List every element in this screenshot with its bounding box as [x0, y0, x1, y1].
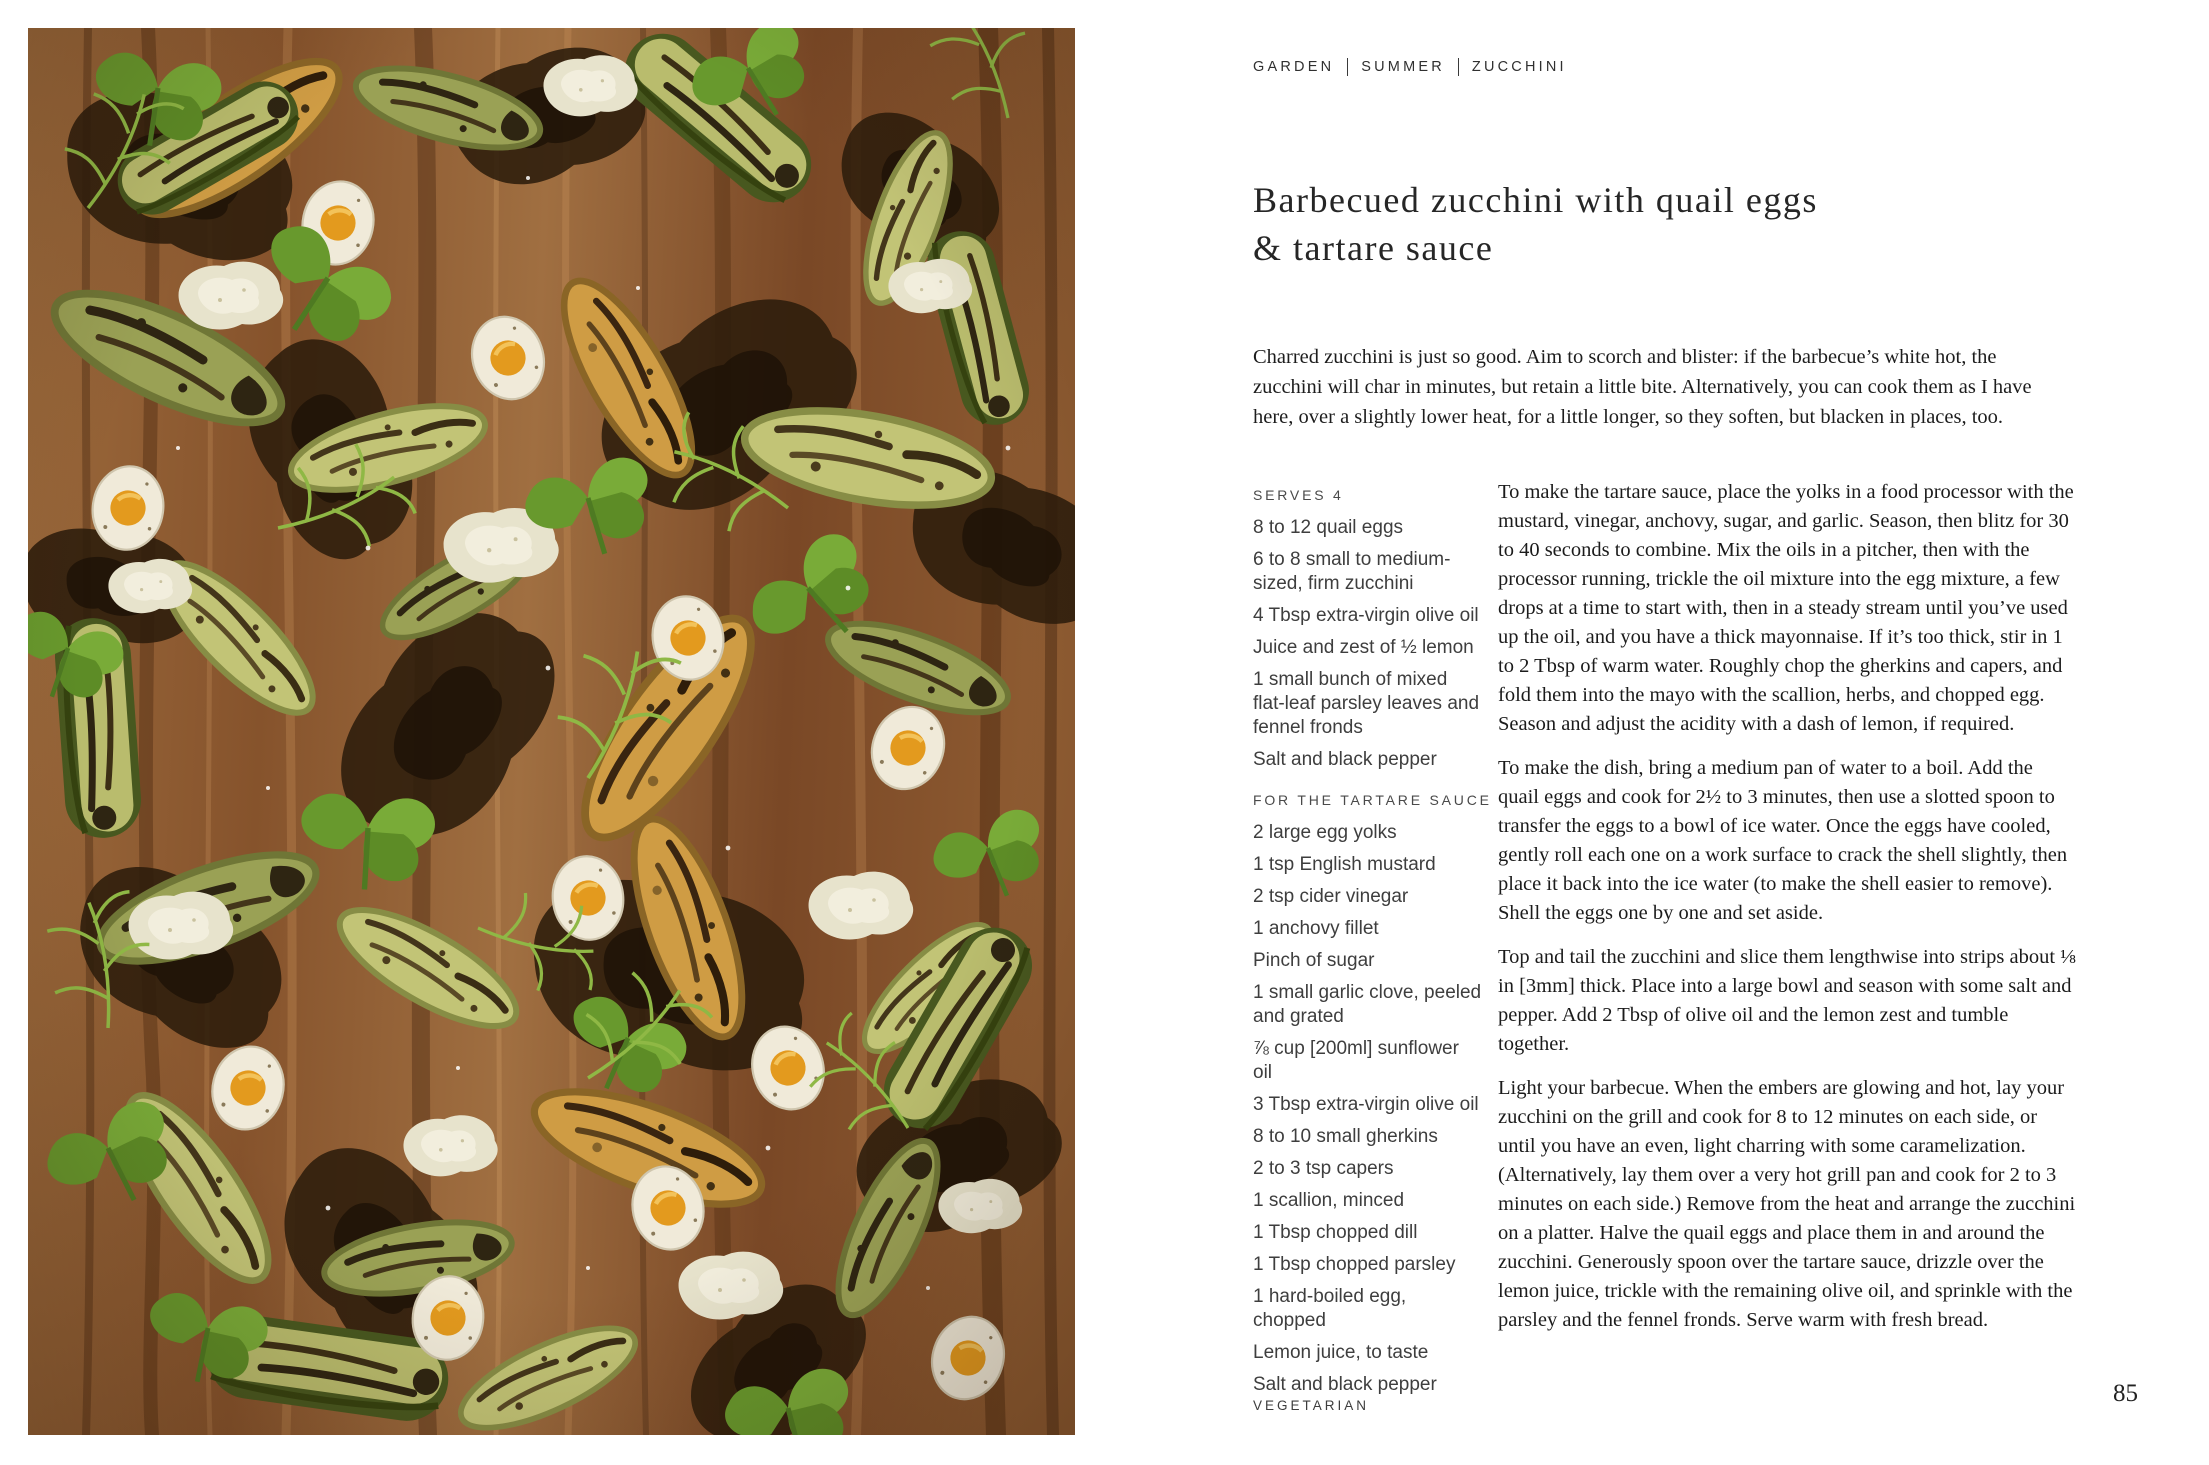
recipe-intro: Charred zucchini is just so good. Aim to scorch and blister: if the barbecue’s white hot, the zucchini will char in minutes, but retain a little bite. Alternatively, you can cook them as I have here, over a slightly lower heat, for a little longer, so they soften, but blacken in places, too.	[1253, 346, 2032, 428]
recipe-title-line2: & tartare sauce	[1253, 228, 1494, 268]
ingredient-item: 8 to 10 small gherkins	[1253, 1126, 1438, 1147]
ingredient-item: 4 Tbsp extra-virgin olive oil	[1253, 605, 1479, 626]
method-paragraph: To make the tartare sauce, place the yolks in a food processor with the mustard, vinegar, anchovy, sugar, and garlic. Season, then blitz for 30 to 40 seconds to combine. Mix the oils in a pitcher, then with the processor running, trickle the oil mixture into the egg mixture, a few drops at a time to start with, then in a steady stream until you’ve used up the oil, and you have a thick mayonnaise. If it’s too thick, stir in 1 to 2 Tbsp of warm water. Roughly chop the gherkins and capers, and fold them into the mayo with the scallion, herbs, and chopped egg. Season and adjust the acidity with a dash of lemon, if required.	[1498, 481, 2074, 735]
ingredient-item: 2 large egg yolks	[1253, 822, 1397, 843]
ingredient-item: Lemon juice, to taste	[1253, 1342, 1429, 1363]
recipe-title	[1253, 176, 1818, 272]
ingredient-item: Pinch of sugar	[1253, 950, 1375, 971]
ingredient-item: 1 Tbsp chopped dill	[1253, 1222, 1418, 1243]
ingredient-item: 1 small garlic clove, peeled and grated	[1253, 982, 1482, 1027]
ingredient-item: 2 to 3 tsp capers	[1253, 1158, 1394, 1179]
recipe-photo	[28, 28, 1075, 1435]
ingredient-item: 1 Tbsp chopped parsley	[1253, 1254, 1456, 1275]
breadcrumb-divider	[1347, 58, 1348, 76]
ingredient-item: 1 anchovy fillet	[1253, 918, 1379, 939]
page-number: 85	[2113, 1380, 2138, 1407]
recipe-title-line1: Barbecued zucchini with quail eggs	[1253, 180, 1818, 220]
ingredient-item: Juice and zest of ½ lemon	[1253, 637, 1474, 658]
serves-header: SERVES 4	[1253, 487, 1344, 503]
recipe-page	[1253, 0, 2138, 1465]
method-paragraph: Top and tail the zucchini and slice them lengthwise into strips about ⅛ in [3mm] thick. Place into a large bowl and season with some salt and pepper. Add 2 Tbsp of olive oil and the lemon zest and tumble together.	[1498, 946, 2076, 1055]
ingredient-list-tartare	[1253, 821, 1483, 1397]
breadcrumb-item-zucchini: ZUCCHINI	[1471, 59, 1567, 75]
ingredient-item: 2 tsp cider vinegar	[1253, 886, 1409, 907]
ingredient-item: Salt and black pepper	[1253, 749, 1437, 770]
ingredient-item: Salt and black pepper	[1253, 1374, 1437, 1395]
ingredient-item: 6 to 8 small to medium-sized, firm zucchini	[1253, 549, 1451, 594]
tartare-sauce-header: FOR THE TARTARE SAUCE	[1253, 792, 1492, 808]
ingredients-column	[1253, 487, 1492, 1405]
breadcrumb-item-summer: SUMMER	[1361, 59, 1445, 75]
breadcrumb	[1253, 58, 1567, 76]
ingredient-item: 1 tsp English mustard	[1253, 854, 1436, 875]
ingredient-item: 3 Tbsp extra-virgin olive oil	[1253, 1094, 1479, 1115]
breadcrumb-item-garden: GARDEN	[1253, 59, 1335, 75]
ingredient-item: 1 scallion, minced	[1253, 1190, 1405, 1211]
recipe-photo-illustration	[28, 28, 1075, 1435]
ingredient-item: 1 small bunch of mixed flat-leaf parsley leaves and fennel fronds	[1253, 669, 1480, 738]
ingredient-list-main	[1253, 516, 1483, 772]
method-column	[1498, 478, 2076, 1350]
ingredient-item: 8 to 12 quail eggs	[1253, 517, 1404, 538]
breadcrumb-divider	[1458, 58, 1459, 76]
ingredient-item: 1 hard-boiled egg, chopped	[1253, 1286, 1407, 1331]
ingredient-item: ⅞ cup [200ml] sunflower oil	[1253, 1038, 1459, 1083]
method-paragraph: To make the dish, bring a medium pan of water to a boil. Add the quail eggs and cook for 2½ to 3 minutes, then use a slotted spoon to transfer the eggs to a bowl of ice water. Once the eggs have cooled, gently roll each one on a work surface to crack the shell slightly, then place it back into the ice water (to make the shell easier to remove). Shell the eggs one by one and set aside.	[1498, 757, 2068, 924]
diet-label: VEGETARIAN	[1253, 1398, 1370, 1413]
method-paragraph: Light your barbecue. When the embers are glowing and hot, lay your zucchini on the grill and cook for 8 to 12 minutes on each side, or until you have an even, light charring with some caramelization. (Alternatively, lay them over a very hot grill pan and cook for 2 to 3 minutes on each side.) Remove from the heat and arrange the zucchini on a platter. Halve the quail eggs and place them in and around the zucchini. Generously spoon over the tartare sauce, drizzle over the lemon juice, trickle with the remaining olive oil, and sprinkle with the parsley and the fennel fronds. Serve warm with fresh bread.	[1498, 1077, 2076, 1331]
